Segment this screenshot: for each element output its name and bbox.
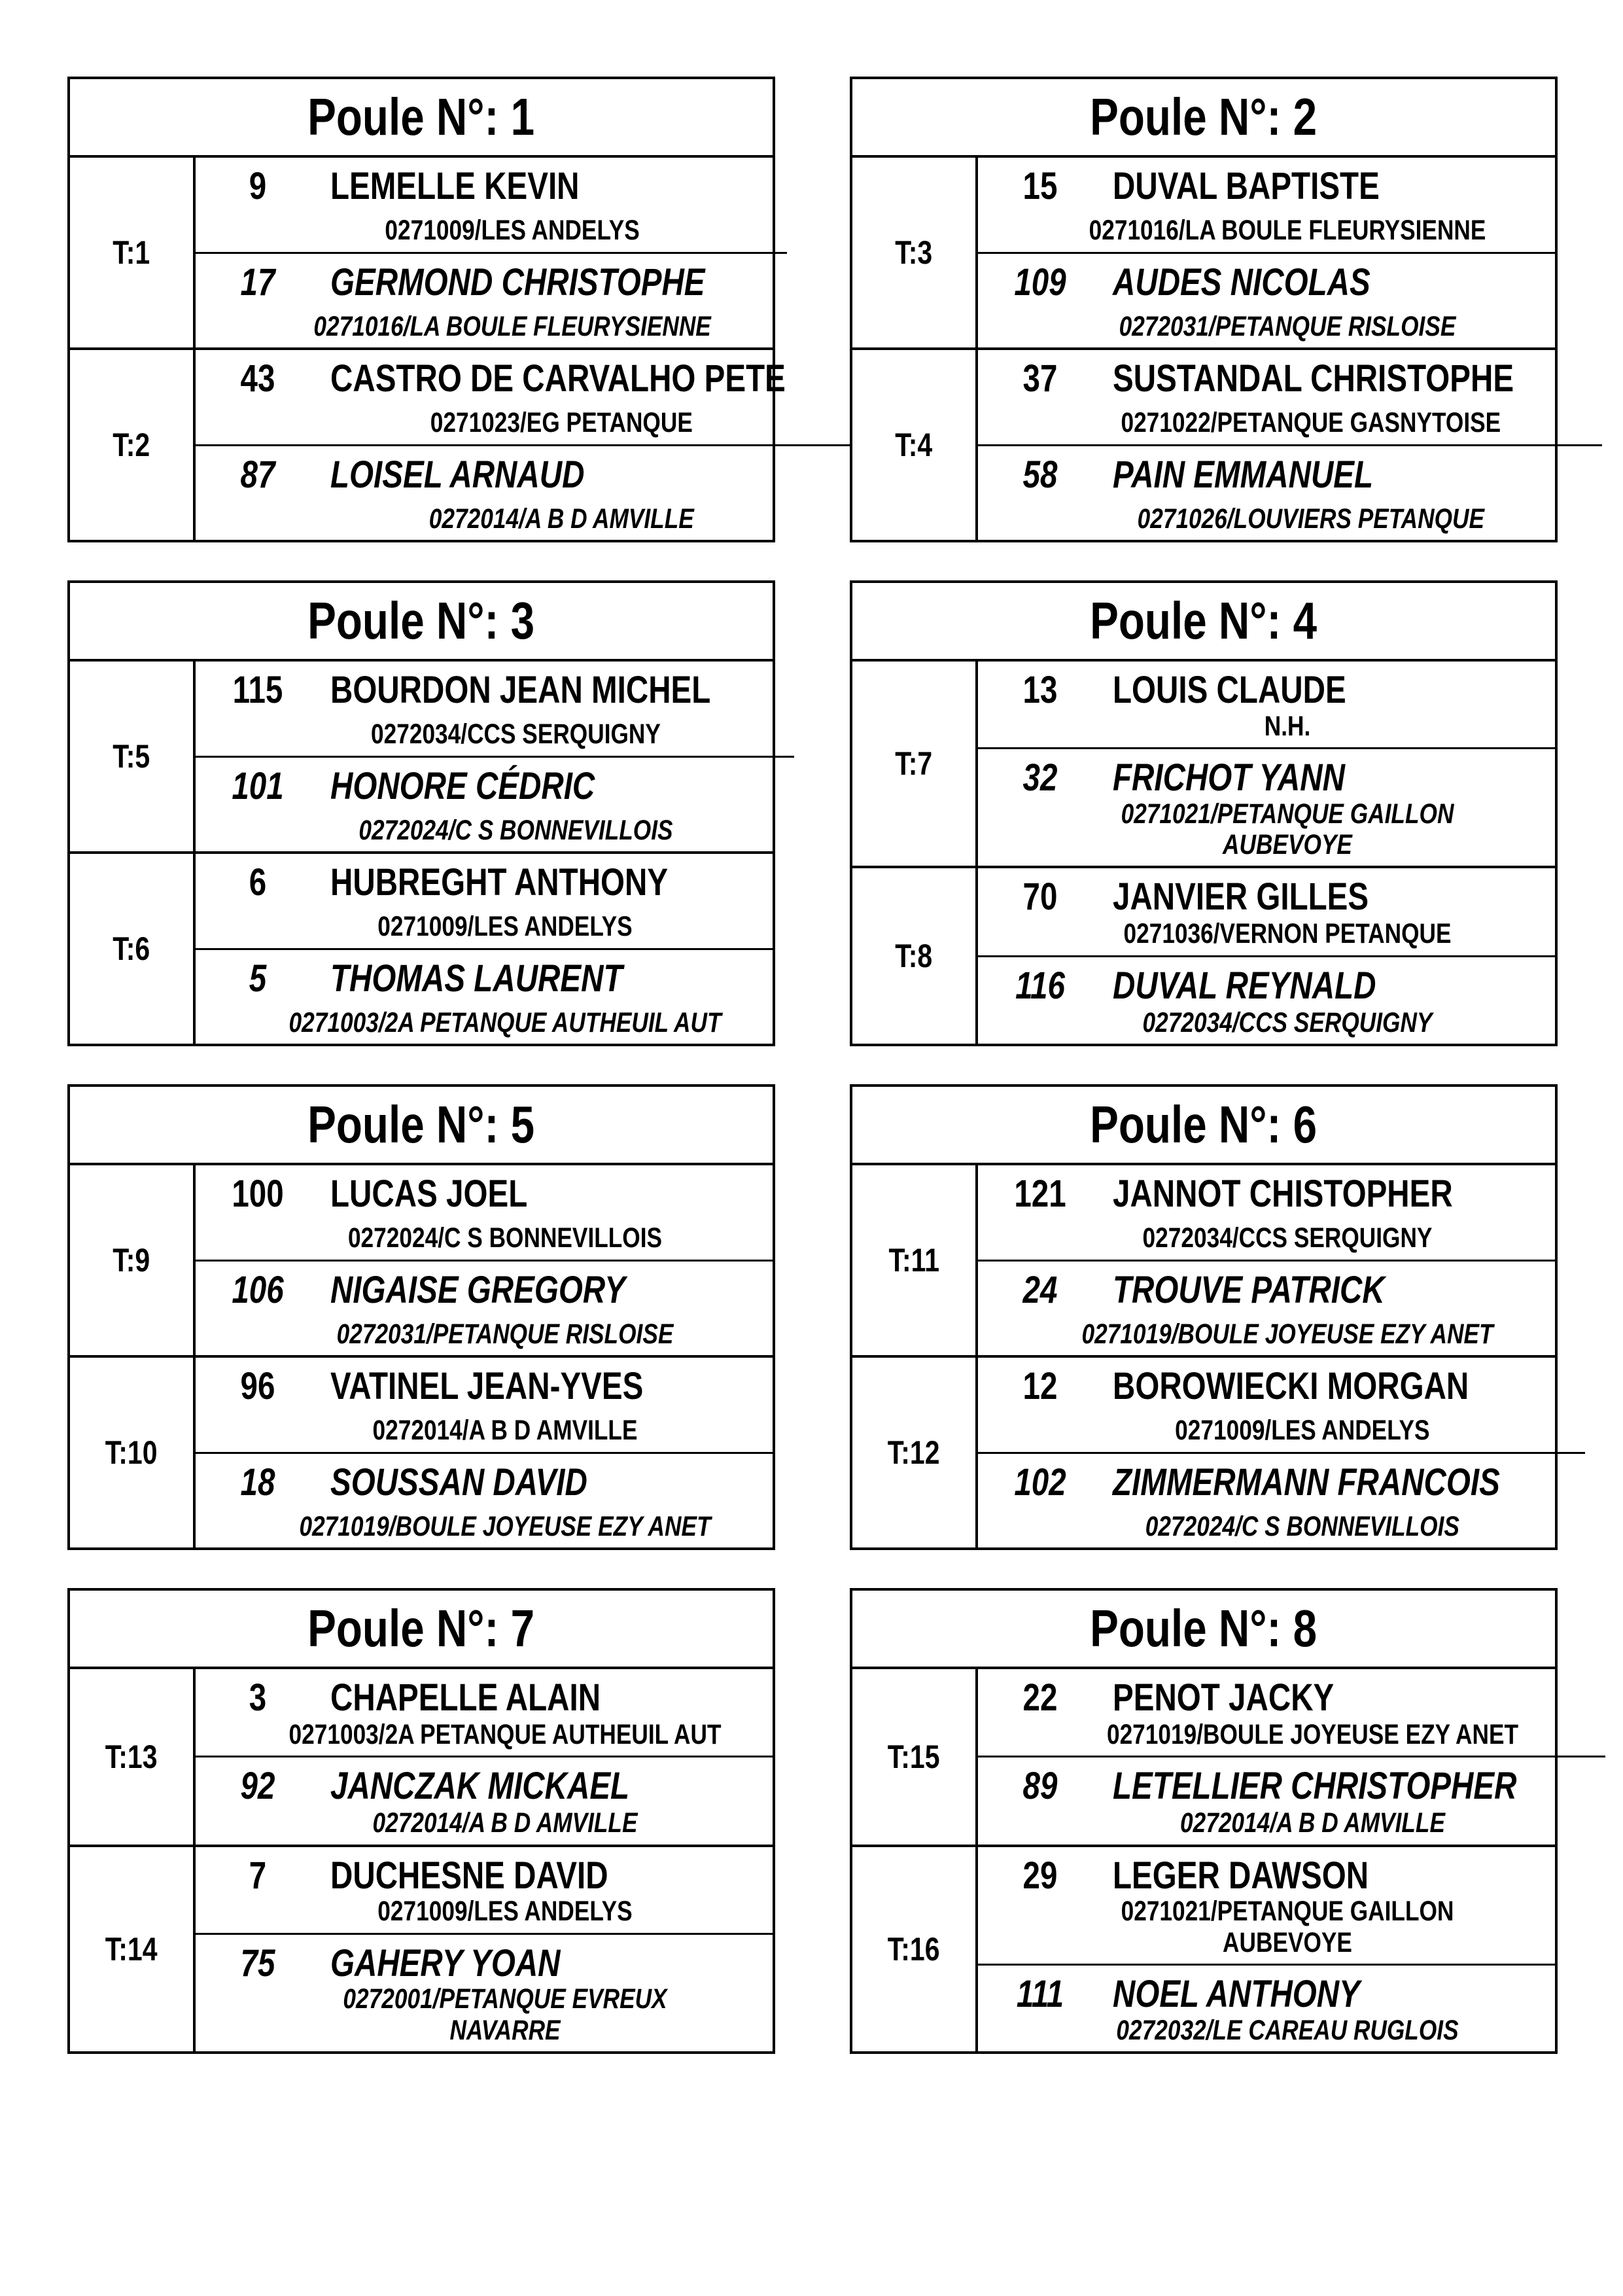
terrain-label: T:3 bbox=[895, 234, 933, 271]
terrain-cell bbox=[852, 1669, 978, 1845]
terrain-cell bbox=[852, 158, 978, 347]
terrain-cell bbox=[70, 350, 196, 540]
pool-title-text: Poule N°: 1 bbox=[307, 88, 535, 146]
player-name-row bbox=[978, 1973, 1555, 2015]
players-area bbox=[978, 158, 1555, 347]
player-row bbox=[978, 1966, 1555, 2051]
player-name: LOUIS CLAUDE bbox=[1113, 669, 1346, 711]
player-name-row bbox=[978, 358, 1602, 400]
player-name: GAHERY YOAN bbox=[330, 1941, 561, 1985]
player-name-row bbox=[196, 358, 886, 400]
player-club: 0272032/LE CAREAU RUGLOIS bbox=[1116, 2014, 1459, 2046]
player-number: 29 bbox=[1022, 1854, 1058, 1897]
pool-title-text: Poule N°: 8 bbox=[1090, 1599, 1318, 1657]
player-name: SUSTANDAL CHRISTOPHE bbox=[1113, 357, 1514, 400]
terrain-cell bbox=[852, 662, 978, 866]
player-name-row bbox=[196, 1366, 773, 1407]
pool-title-text: Poule N°: 2 bbox=[1090, 88, 1318, 146]
players-area bbox=[196, 1669, 773, 1845]
player-name: NIGAISE GREGORY bbox=[330, 1268, 626, 1311]
players-area bbox=[978, 662, 1555, 866]
player-name: LEGER DAWSON bbox=[1113, 1854, 1369, 1897]
pool-body bbox=[70, 158, 786, 540]
terrain-section bbox=[70, 1165, 773, 1358]
pool-table-1 bbox=[67, 77, 786, 542]
player-row bbox=[196, 854, 773, 950]
player-number: 106 bbox=[232, 1268, 284, 1311]
player-name: HUBREGHT ANTHONY bbox=[330, 861, 669, 904]
pool-table-8 bbox=[850, 1588, 1558, 2054]
terrain-section bbox=[70, 1669, 773, 1847]
player-row bbox=[196, 1669, 773, 1757]
player-club: 0271009/LES ANDELYS bbox=[377, 911, 633, 943]
player-row bbox=[196, 1262, 773, 1356]
player-name-row bbox=[978, 965, 1555, 1007]
pool-title bbox=[852, 79, 1555, 158]
player-name-row bbox=[196, 766, 794, 807]
pool-title bbox=[852, 583, 1555, 662]
terrain-section bbox=[852, 158, 1555, 350]
player-number: 15 bbox=[1022, 165, 1058, 207]
player-row bbox=[196, 446, 886, 540]
player-name: AUDES NICOLAS bbox=[1113, 260, 1370, 304]
player-club: 0272024/C S BONNEVILLOIS bbox=[347, 1222, 663, 1254]
player-number: 7 bbox=[249, 1854, 267, 1897]
pool-table-4 bbox=[850, 580, 1558, 1046]
player-name-row bbox=[978, 1677, 1605, 1719]
player-number: 109 bbox=[1014, 260, 1066, 304]
player-row bbox=[196, 758, 794, 852]
terrain-label: T:4 bbox=[895, 427, 933, 463]
pool-title bbox=[70, 1087, 773, 1165]
player-club: 0271026/LOUVIERS PETANQUE bbox=[1137, 503, 1485, 535]
terrain-cell bbox=[852, 1847, 978, 2051]
terrain-label: T:8 bbox=[895, 938, 933, 975]
player-row bbox=[978, 1358, 1585, 1454]
terrain-section bbox=[852, 1165, 1555, 1358]
player-row bbox=[196, 1454, 773, 1548]
players-area bbox=[978, 1847, 1555, 2051]
player-name-row bbox=[978, 454, 1602, 496]
player-club: 0271009/LES ANDELYS bbox=[377, 1896, 633, 1928]
player-club: N.H. bbox=[1264, 710, 1311, 742]
player-row bbox=[196, 1358, 773, 1454]
players-area bbox=[196, 158, 787, 347]
terrain-section bbox=[852, 868, 1555, 1044]
player-club: 0272014/A B D AMVILLE bbox=[1179, 1807, 1445, 1839]
pool-body bbox=[852, 1669, 1555, 2051]
player-club: 0272014/A B D AMVILLE bbox=[428, 503, 694, 535]
player-row bbox=[978, 158, 1555, 254]
player-name: NOEL ANTHONY bbox=[1113, 1972, 1360, 2015]
terrain-cell bbox=[852, 1358, 978, 1547]
terrain-label: T:1 bbox=[113, 234, 150, 271]
players-area bbox=[196, 1847, 773, 2051]
player-name-row bbox=[978, 1462, 1585, 1504]
terrain-cell bbox=[852, 350, 978, 540]
player-name: JANCZAK MICKAEL bbox=[330, 1765, 630, 1808]
player-row bbox=[978, 749, 1555, 866]
pool-table-3 bbox=[67, 580, 775, 1046]
player-row bbox=[978, 446, 1602, 540]
terrain-section bbox=[70, 158, 773, 350]
player-number: 89 bbox=[1022, 1765, 1058, 1808]
pool-body bbox=[852, 158, 1555, 540]
terrain-section bbox=[852, 1669, 1555, 1847]
player-club: 0271019/BOULE JOYEUSE EZY ANET bbox=[1106, 1718, 1519, 1750]
player-club: 0271023/EG PETANQUE bbox=[430, 407, 693, 439]
players-area bbox=[978, 1358, 1585, 1547]
player-name: JANNOT CHISTOPHER bbox=[1113, 1173, 1453, 1215]
player-number: 75 bbox=[240, 1941, 275, 1985]
player-row bbox=[978, 868, 1555, 957]
terrain-label: T:16 bbox=[888, 1930, 940, 1968]
terrain-section bbox=[70, 1847, 773, 2051]
player-number: 70 bbox=[1022, 875, 1058, 919]
player-club: 0272024/C S BONNEVILLOIS bbox=[358, 814, 673, 846]
player-row bbox=[196, 1757, 773, 1844]
player-name-row bbox=[978, 262, 1555, 304]
player-name: CASTRO DE CARVALHO PETE bbox=[330, 357, 786, 400]
terrain-section bbox=[70, 854, 773, 1044]
player-club: 0272014/A B D AMVILLE bbox=[372, 1807, 638, 1839]
player-club: 0271036/VERNON PETANQUE bbox=[1123, 918, 1452, 950]
player-name: GERMOND CHRISTOPHE bbox=[330, 260, 705, 304]
player-name: VATINEL JEAN-YVES bbox=[330, 1365, 644, 1407]
player-name: BOURDON JEAN MICHEL bbox=[330, 669, 711, 711]
terrain-section bbox=[70, 662, 773, 854]
player-name-row bbox=[978, 1366, 1585, 1407]
player-name: LUCAS JOEL bbox=[330, 1173, 528, 1215]
player-name: FRICHOT YANN bbox=[1113, 756, 1345, 800]
pool-title-text: Poule N°: 5 bbox=[307, 1095, 535, 1154]
player-name: TROUVE PATRICK bbox=[1113, 1268, 1385, 1311]
player-name-row bbox=[978, 1855, 1555, 1897]
terrain-cell bbox=[70, 1669, 196, 1845]
terrain-label: T:2 bbox=[113, 427, 150, 463]
terrain-section bbox=[852, 662, 1555, 868]
player-row bbox=[196, 158, 787, 254]
player-name-row bbox=[196, 1943, 773, 1985]
terrain-label: T:11 bbox=[888, 1242, 939, 1279]
player-number: 12 bbox=[1022, 1365, 1058, 1407]
players-area bbox=[196, 662, 794, 851]
player-number: 5 bbox=[249, 957, 267, 1000]
player-row bbox=[978, 957, 1555, 1044]
player-club: 0271003/2A PETANQUE AUTHEUIL AUT bbox=[288, 1006, 722, 1038]
player-club: 0271021/PETANQUE GAILLON AUBEVOYE bbox=[1121, 1896, 1454, 1958]
player-name-row bbox=[978, 1765, 1605, 1807]
player-name-row bbox=[196, 1765, 773, 1807]
player-club: 0272001/PETANQUE EVREUX NAVARRE bbox=[343, 1983, 667, 2046]
player-name: PAIN EMMANUEL bbox=[1113, 453, 1374, 496]
player-row bbox=[978, 254, 1555, 348]
pool-body bbox=[70, 1165, 773, 1547]
player-number: 87 bbox=[240, 453, 275, 496]
players-area bbox=[196, 1165, 773, 1355]
players-area bbox=[978, 868, 1555, 1044]
player-name-row bbox=[978, 1269, 1555, 1311]
player-club: 0272034/CCS SERQUIGNY bbox=[371, 718, 661, 751]
player-number: 17 bbox=[240, 260, 275, 304]
player-row bbox=[978, 1454, 1585, 1548]
player-number: 58 bbox=[1022, 453, 1058, 496]
player-name: LEMELLE KEVIN bbox=[330, 165, 580, 207]
pool-table-7 bbox=[67, 1588, 775, 2054]
player-name-row bbox=[196, 454, 886, 496]
player-row bbox=[978, 1757, 1605, 1844]
player-number: 18 bbox=[240, 1460, 275, 1504]
player-club: 0272014/A B D AMVILLE bbox=[372, 1415, 638, 1447]
player-row bbox=[196, 1165, 773, 1262]
terrain-label: T:5 bbox=[113, 738, 150, 775]
player-row bbox=[978, 662, 1555, 749]
terrain-label: T:10 bbox=[105, 1434, 158, 1471]
player-club: 0271021/PETANQUE GAILLON AUBEVOYE bbox=[1121, 798, 1454, 861]
player-club: 0271003/2A PETANQUE AUTHEUIL AUT bbox=[288, 1718, 722, 1750]
player-number: 13 bbox=[1022, 669, 1058, 711]
player-number: 24 bbox=[1022, 1268, 1058, 1311]
terrain-cell bbox=[70, 1358, 196, 1547]
terrain-label: T:15 bbox=[888, 1738, 940, 1775]
player-number: 96 bbox=[240, 1365, 275, 1407]
player-row bbox=[978, 1847, 1555, 1966]
pool-title-text: Poule N°: 4 bbox=[1090, 592, 1318, 650]
pool-body bbox=[70, 662, 773, 1044]
player-name-row bbox=[978, 166, 1555, 207]
player-number: 6 bbox=[249, 861, 267, 904]
terrain-cell bbox=[70, 158, 196, 347]
player-club: 0271022/PETANQUE GASNYTOISE bbox=[1121, 407, 1501, 439]
player-row bbox=[196, 1847, 773, 1935]
player-row bbox=[196, 1935, 773, 2051]
pool-table-2 bbox=[850, 77, 1558, 542]
player-row bbox=[978, 350, 1602, 446]
player-name-row bbox=[978, 1173, 1555, 1215]
pool-title bbox=[70, 79, 773, 158]
players-area bbox=[978, 350, 1602, 540]
terrain-cell bbox=[852, 1165, 978, 1355]
player-name-row bbox=[196, 862, 773, 904]
pool-body bbox=[852, 662, 1555, 1044]
player-name: LETELLIER CHRISTOPHER bbox=[1113, 1765, 1517, 1808]
player-name-row bbox=[196, 1173, 773, 1215]
player-row bbox=[196, 350, 886, 446]
player-number: 102 bbox=[1014, 1460, 1066, 1504]
player-name-row bbox=[196, 958, 773, 1000]
player-name-row bbox=[196, 262, 787, 304]
terrain-section bbox=[70, 350, 786, 540]
terrain-cell bbox=[70, 1847, 196, 2051]
player-name-row bbox=[196, 1855, 773, 1897]
player-name: DUVAL REYNALD bbox=[1113, 964, 1376, 1007]
terrain-cell bbox=[70, 1165, 196, 1355]
pool-body bbox=[852, 1165, 1555, 1547]
terrain-label: T:13 bbox=[105, 1738, 158, 1775]
player-number: 101 bbox=[232, 764, 284, 807]
player-number: 37 bbox=[1022, 357, 1058, 400]
player-club: 0271016/LA BOULE FLEURYSIENNE bbox=[313, 310, 711, 342]
player-row bbox=[196, 950, 773, 1044]
pool-title bbox=[852, 1591, 1555, 1669]
player-number: 111 bbox=[1016, 1972, 1064, 2015]
player-name: BOROWIECKI MORGAN bbox=[1113, 1365, 1469, 1407]
terrain-label: T:7 bbox=[895, 745, 933, 783]
player-name: DUCHESNE DAVID bbox=[330, 1854, 608, 1897]
terrain-label: T:12 bbox=[888, 1434, 940, 1471]
player-name-row bbox=[196, 1269, 773, 1311]
player-club: 0272034/CCS SERQUIGNY bbox=[1142, 1006, 1433, 1038]
pools-grid bbox=[67, 77, 1558, 2054]
player-name-row bbox=[196, 669, 794, 711]
pool-table-5 bbox=[67, 1084, 775, 1550]
players-area bbox=[196, 1358, 773, 1547]
terrain-label: T:9 bbox=[113, 1242, 150, 1279]
terrain-cell bbox=[852, 868, 978, 1044]
terrain-section bbox=[852, 350, 1555, 540]
player-club: 0272031/PETANQUE RISLOISE bbox=[336, 1318, 674, 1350]
player-club: 0271019/BOULE JOYEUSE EZY ANET bbox=[299, 1510, 711, 1542]
player-name: DUVAL BAPTISTE bbox=[1113, 165, 1380, 207]
player-number: 116 bbox=[1015, 964, 1065, 1007]
pool-body bbox=[70, 1669, 773, 2051]
player-number: 121 bbox=[1014, 1173, 1066, 1215]
player-club: 0272024/C S BONNEVILLOIS bbox=[1145, 1510, 1459, 1542]
player-number: 22 bbox=[1022, 1676, 1058, 1719]
terrain-label: T:6 bbox=[113, 930, 150, 967]
pool-table-6 bbox=[850, 1084, 1558, 1550]
player-row bbox=[196, 662, 794, 758]
player-number: 9 bbox=[249, 165, 267, 207]
player-name-row bbox=[196, 166, 787, 207]
player-club: 0271009/LES ANDELYS bbox=[1175, 1415, 1430, 1447]
players-area bbox=[978, 1165, 1555, 1355]
player-number: 115 bbox=[232, 669, 283, 711]
pool-title-text: Poule N°: 7 bbox=[307, 1599, 535, 1657]
player-club: 0271019/BOULE JOYEUSE EZY ANET bbox=[1081, 1318, 1493, 1350]
players-area bbox=[978, 1669, 1605, 1845]
terrain-section bbox=[70, 1358, 773, 1547]
player-row bbox=[978, 1262, 1555, 1356]
player-number: 43 bbox=[240, 357, 275, 400]
player-club: 0271009/LES ANDELYS bbox=[385, 215, 640, 247]
player-row bbox=[978, 1165, 1555, 1262]
player-name: JANVIER GILLES bbox=[1113, 875, 1369, 919]
player-club: 0271016/LA BOULE FLEURYSIENNE bbox=[1089, 215, 1486, 247]
pool-title-text: Poule N°: 6 bbox=[1090, 1095, 1318, 1154]
player-name-row bbox=[978, 669, 1555, 711]
player-name: PENOT JACKY bbox=[1113, 1676, 1335, 1719]
players-area bbox=[196, 350, 886, 540]
pool-title bbox=[70, 1591, 773, 1669]
pool-title-text: Poule N°: 3 bbox=[307, 592, 535, 650]
player-name: THOMAS LAURENT bbox=[330, 957, 623, 1000]
pool-title bbox=[852, 1087, 1555, 1165]
player-number: 92 bbox=[240, 1765, 275, 1808]
terrain-cell bbox=[70, 854, 196, 1044]
player-name-row bbox=[196, 1677, 773, 1719]
player-number: 100 bbox=[232, 1173, 284, 1215]
player-name-row bbox=[978, 757, 1555, 799]
player-name-row bbox=[196, 1462, 773, 1504]
player-club: 0272031/PETANQUE RISLOISE bbox=[1119, 310, 1456, 342]
player-number: 3 bbox=[249, 1676, 267, 1719]
player-name-row bbox=[978, 876, 1555, 918]
player-row bbox=[978, 1669, 1605, 1757]
player-name: LOISEL ARNAUD bbox=[330, 453, 585, 496]
terrain-section bbox=[852, 1358, 1555, 1547]
player-name: ZIMMERMANN FRANCOIS bbox=[1113, 1460, 1500, 1504]
player-name: HONORE CÉDRIC bbox=[330, 764, 595, 807]
player-club: 0272034/CCS SERQUIGNY bbox=[1142, 1222, 1433, 1254]
player-row bbox=[196, 254, 787, 348]
player-number: 32 bbox=[1022, 756, 1058, 800]
pool-title bbox=[70, 583, 773, 662]
terrain-section bbox=[852, 1847, 1555, 2051]
players-area bbox=[196, 854, 773, 1044]
terrain-label: T:14 bbox=[105, 1930, 158, 1968]
player-name: CHAPELLE ALAIN bbox=[330, 1676, 601, 1719]
terrain-cell bbox=[70, 662, 196, 851]
player-name: SOUSSAN DAVID bbox=[330, 1460, 587, 1504]
